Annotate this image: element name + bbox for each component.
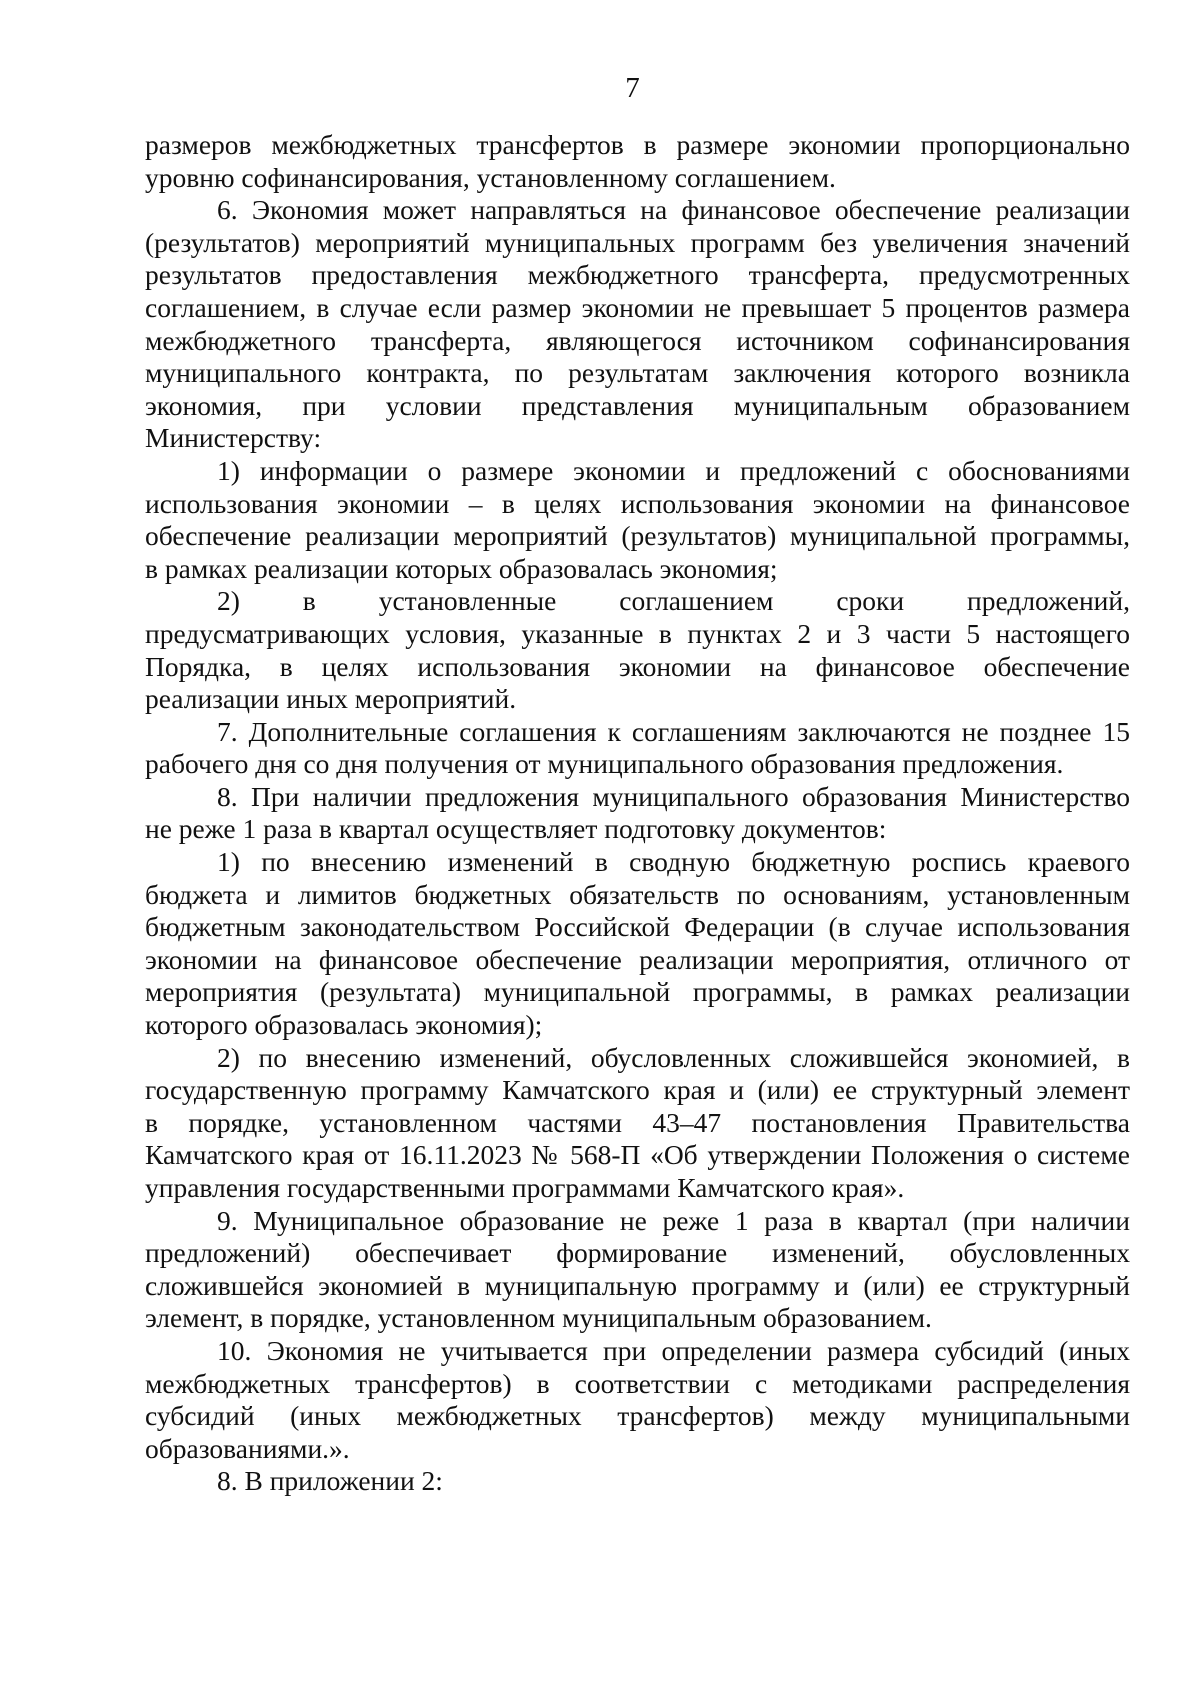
text-line: образованиями.». — [145, 1432, 350, 1464]
text-line: субсидий (иных межбюджетных трансфертов) между муниципальными — [145, 1400, 1130, 1432]
text-line: 1) по внесению изменений в сводную бюджетную роспись краевого — [217, 846, 1130, 878]
text-line: бюджета и лимитов бюджетных обязательств по основаниям, установленным — [145, 878, 1130, 910]
text-line: муниципального контракта, по результатам заключения которого возникла — [145, 357, 1130, 389]
text-line: элемент, в порядке, установленном муниципальным образованием. — [145, 1302, 932, 1334]
text-line: экономия, при условии представления муниципальным образованием — [145, 389, 1130, 421]
text-line: обеспечение реализации мероприятий (результатов) муниципальной программы, — [145, 520, 1130, 552]
text-line: экономии на финансовое обеспечение реализации мероприятия, отличного от — [145, 943, 1130, 975]
text-line: межбюджетных трансфертов) в соответствии с методиками распределения — [145, 1367, 1130, 1399]
text-line: 7. Дополнительные соглашения к соглашениям заключаются не позднее 15 — [217, 715, 1130, 747]
text-line: рабочего дня со дня получения от муниципального образования предложения. — [145, 748, 1064, 780]
paragraph-6-item-1 — [145, 455, 1130, 585]
paragraph-8-item-2 — [145, 1042, 1130, 1205]
paragraph-10 — [145, 1335, 1130, 1465]
text-line: предложений) обеспечивает формирование изменений, обусловленных — [145, 1237, 1130, 1269]
text-line: размеров межбюджетных трансфертов в размере экономии пропорционально — [145, 129, 1130, 160]
paragraph-continuation — [145, 129, 1130, 194]
text-line: (результатов) мероприятий муниципальных программ без увеличения значений — [145, 226, 1130, 258]
paragraph-9 — [145, 1205, 1130, 1335]
text-line: использования экономии – в целях использования экономии на финансовое — [145, 487, 1130, 519]
paragraph-appendix-2 — [145, 1465, 1130, 1498]
paragraph-6-item-2 — [145, 585, 1130, 715]
paragraph-7 — [145, 716, 1130, 781]
text-line: в рамках реализации которых образовалась экономия; — [145, 552, 778, 584]
text-line: в порядке, установленном частями 43–47 постановления Правительства — [145, 1106, 1130, 1138]
text-line: 2) по внесению изменений, обусловленных сложившейся экономией, в — [217, 1041, 1130, 1073]
text-line: 2) в установленные соглашением сроки предложений, — [217, 585, 1130, 617]
text-line: сложившейся экономией в муниципальную программу и (или) ее структурный — [145, 1269, 1130, 1301]
text-line: 8. При наличии предложения муниципального образования Министерство — [217, 780, 1130, 812]
text-line: соглашением, в случае если размер экономии не превышает 5 процентов размера — [145, 291, 1130, 323]
paragraph-6 — [145, 194, 1130, 455]
text-line: бюджетным законодательством Российской Федерации (в случае использования — [145, 911, 1130, 943]
text-line: предусматривающих условия, указанные в пунктах 2 и 3 части 5 настоящего — [145, 617, 1130, 649]
text-line: 6. Экономия может направляться на финансовое обеспечение реализации — [217, 194, 1130, 226]
text-line: которого образовалась экономия); — [145, 1009, 543, 1041]
paragraph-8 — [145, 781, 1130, 846]
page-number: 7 — [625, 72, 640, 104]
text-line: мероприятия (результата) муниципальной программы, в рамках реализации — [145, 976, 1130, 1008]
text-line: 9. Муниципальное образование не реже 1 раза в квартал (при наличии — [217, 1204, 1130, 1236]
text-line: межбюджетного трансферта, являющегося источником софинансирования — [145, 324, 1130, 356]
text-line: управления государственными программами Камчатского края». — [145, 1172, 905, 1203]
text-line: государственную программу Камчатского края и (или) ее структурный элемент — [145, 1074, 1130, 1106]
paragraph-8-item-1 — [145, 846, 1130, 1042]
text-line: 10. Экономия не учитывается при определении размера субсидий (иных — [217, 1334, 1130, 1366]
text-line: Министерству: — [145, 422, 322, 454]
text-line: уровню софинансирования, установленному соглашением. — [145, 161, 836, 193]
text-line: не реже 1 раза в квартал осуществляет подготовку документов: — [145, 813, 887, 845]
text-line: 8. В приложении 2: — [217, 1465, 443, 1497]
text-line: 1) информации о размере экономии и предложений с обоснованиями — [217, 454, 1130, 486]
text-line: результатов предоставления межбюджетного трансферта, предусмотренных — [145, 259, 1130, 291]
document-body — [145, 129, 1130, 1498]
text-line: реализации иных мероприятий. — [145, 683, 517, 715]
text-line: Порядка, в целях использования экономии на финансовое обеспечение — [145, 650, 1130, 682]
text-line: Камчатского края от 16.11.2023 № 568-П «Об утверждении Положения о системе — [145, 1139, 1130, 1171]
